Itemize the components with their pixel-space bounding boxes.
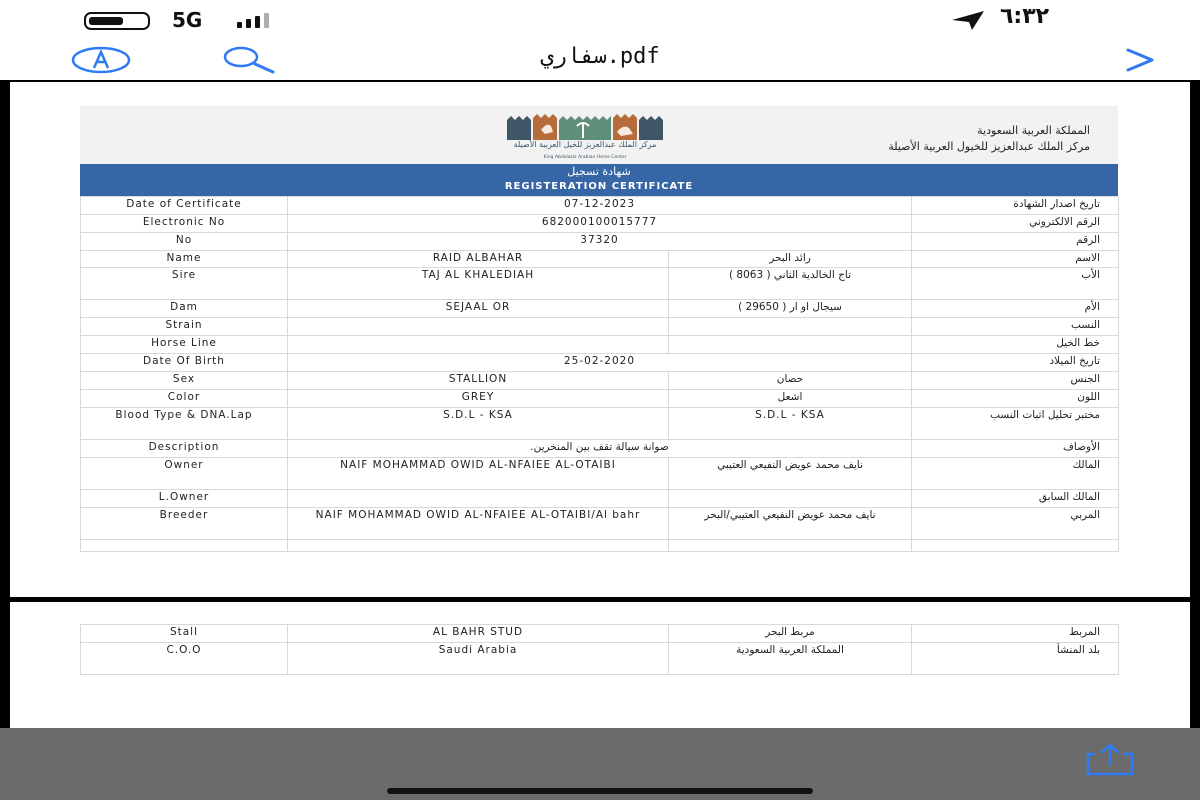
field-label: Color [81,390,288,408]
certificate-table [80,196,1119,552]
field-label-arabic: الاسم [912,251,1119,268]
field-label: Strain [81,318,288,336]
field-value: 682000100015777 [288,215,912,233]
certificate-header [80,106,1118,164]
field-value: 37320 [288,233,912,251]
field-label-arabic: مختبر تحليل اثبات النسب [912,408,1119,440]
table-row [81,233,1119,251]
table-row [81,625,1119,643]
issuer-text [888,123,1090,155]
field-label-arabic: اللون [912,390,1119,408]
field-label-arabic: بلد المنشأ [912,643,1119,675]
share-icon[interactable] [1084,742,1136,782]
field-label: Breeder [81,508,288,540]
field-value: Saudi Arabia [288,643,669,675]
chevron-right-icon[interactable] [1120,44,1160,80]
field-value: NAIF MOHAMMAD OWID AL-NFAIEE AL-OTAIBI/Al bahr [288,508,669,540]
field-label: No [81,233,288,251]
field-value-arabic [669,318,912,336]
logo-english-text: King Abdulaziz Arabian Horse Center [543,155,627,160]
markup-icon[interactable] [70,44,132,80]
field-value: صوانة سيالة تقف بين المنخرين. [288,440,912,458]
battery-icon [84,12,150,30]
field-value: 25-02-2020 [288,354,912,372]
field-label: Name [81,251,288,268]
center-logo [505,110,665,160]
table-row [81,390,1119,408]
field-label-arabic: المربي [912,508,1119,540]
field-label: Stall [81,625,288,643]
field-label-arabic: الأب [912,268,1119,300]
field-value-arabic: تاج الخالدية الثاني ( 8063 ) [669,268,912,300]
field-label-arabic: الجنس [912,372,1119,390]
table-row [81,300,1119,318]
center-name: مركز الملك عبدالعزيز للخيول العربية الأصيلة [888,140,1090,153]
field-label-arabic: الرقم [912,233,1119,251]
field-label-arabic: خط الخيل [912,336,1119,354]
table-row [81,215,1119,233]
field-label: Owner [81,458,288,490]
table-row [81,197,1119,215]
table-row [81,643,1119,675]
field-value [288,490,669,508]
field-label-arabic: المربط [912,625,1119,643]
field-value-arabic: اشعل [669,390,912,408]
title-english: REGISTERATION CERTIFICATE [504,181,694,192]
table-row [81,540,1119,552]
title-arabic: شهادة تسجيل [567,165,631,178]
field-label-arabic: المالك [912,458,1119,490]
table-row [81,440,1119,458]
table-row [81,372,1119,390]
field-value-arabic: نايف محمد عويض النفيعي العتيبي/البحر [669,508,912,540]
field-label-arabic: الأم [912,300,1119,318]
kingdom-name: المملكة العربية السعودية [977,124,1090,137]
network-type: 5G [172,8,203,32]
field-label: Sex [81,372,288,390]
field-value: GREY [288,390,669,408]
table-row [81,458,1119,490]
table-row [81,336,1119,354]
table-row [81,490,1119,508]
field-value: AL BAHR STUD [288,625,669,643]
home-indicator[interactable] [387,788,813,794]
pdf-page-2[interactable] [10,602,1190,728]
field-label: Blood Type & DNA.Lap [81,408,288,440]
field-value: SEJAAL OR [288,300,669,318]
field-value-arabic: مربط البحر [669,625,912,643]
table-row [81,508,1119,540]
field-value: S.D.L - KSA [288,408,669,440]
logo-arabic-text: مركز الملك عبدالعزيز للخيل العربية الأصيلة [513,140,657,149]
field-label-arabic: تاريخ اصدار الشهادة [912,197,1119,215]
nav-bar [0,40,1200,80]
field-label-arabic: الرقم الالكتروني [912,215,1119,233]
field-value-arabic [669,490,912,508]
status-time: ٦:٣٢ [1000,4,1050,29]
field-label: Description [81,440,288,458]
field-value: NAIF MOHAMMAD OWID AL-NFAIEE AL-OTAIBI [288,458,669,490]
field-label: Horse Line [81,336,288,354]
field-value [288,336,669,354]
table-row [81,268,1119,300]
field-value: TAJ AL KHALEDIAH [288,268,669,300]
field-label: L.Owner [81,490,288,508]
field-value-arabic: S.D.L - KSA [669,408,912,440]
field-value-arabic: رائد البحر [669,251,912,268]
table-row [81,408,1119,440]
field-label-arabic: تاريخ الميلاد [912,354,1119,372]
field-label: Date Of Birth [81,354,288,372]
field-value-arabic [669,336,912,354]
field-value: 07-12-2023 [288,197,912,215]
field-label: Dam [81,300,288,318]
field-value-arabic: نايف محمد عويض النفيعي العتيبي [669,458,912,490]
bottom-toolbar [0,728,1200,800]
search-icon[interactable] [215,44,279,80]
field-value-arabic: سيجال او ار ( 29650 ) [669,300,912,318]
field-label-arabic: الأوصاف [912,440,1119,458]
table-row [81,318,1119,336]
status-bar [0,0,1200,40]
field-label: Sire [81,268,288,300]
field-value-arabic: المملكة العربية السعودية [669,643,912,675]
document-title: سفاري.pdf [540,44,660,69]
field-label-arabic: المالك السابق [912,490,1119,508]
field-value: STALLION [288,372,669,390]
field-value-arabic: حصان [669,372,912,390]
field-value [288,318,669,336]
field-label: Date of Certificate [81,197,288,215]
table-row [81,354,1119,372]
field-label-arabic: النسب [912,318,1119,336]
field-label: Electronic No [81,215,288,233]
field-label: C.O.O [81,643,288,675]
table-row [81,251,1119,268]
field-value: RAID ALBAHAR [288,251,669,268]
certificate-title-banner [80,164,1118,196]
pdf-page-1[interactable] [10,82,1190,597]
signal-icon [237,12,269,28]
certificate-table-continued [80,624,1119,675]
location-arrow-icon [950,8,986,36]
